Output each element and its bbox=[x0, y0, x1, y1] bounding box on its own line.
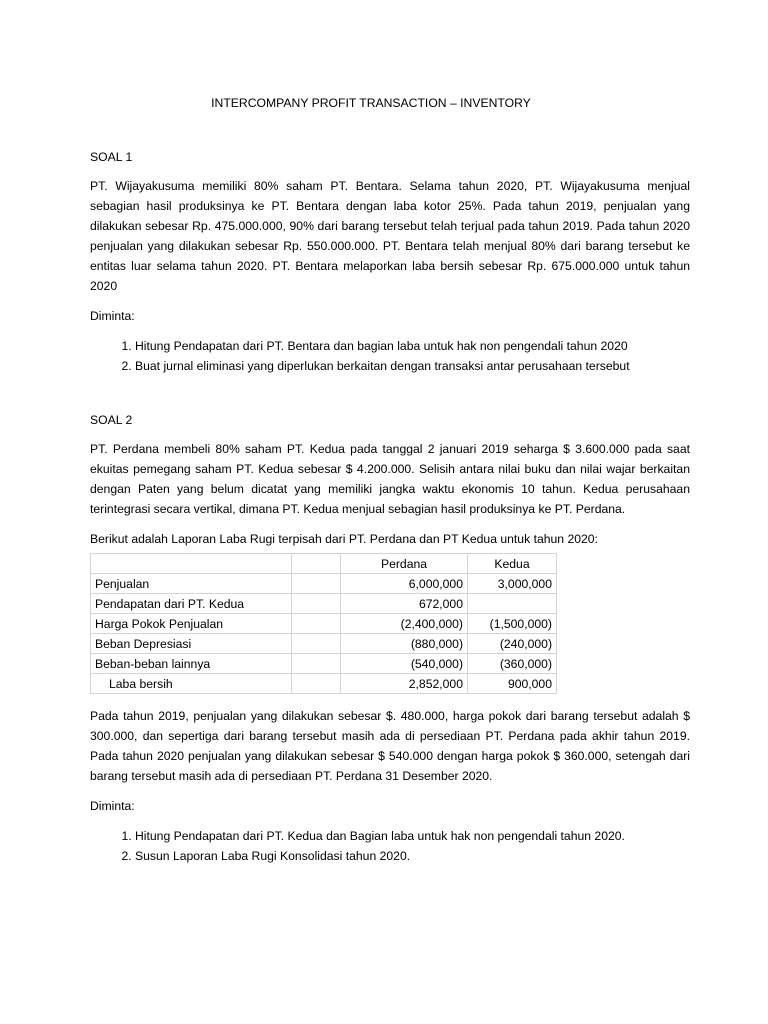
column-header-perdana: Perdana bbox=[341, 554, 468, 574]
soal2-task-list bbox=[90, 826, 690, 866]
table-row bbox=[91, 614, 557, 634]
soal2-paragraph2: Pada tahun 2019, penjualan yang dilakukan sebesar $. 480.000, harga pokok dari barang tersebut adalah $ 300.000, dan sepertiga dari barang tersebut masih ada di persediaan PT. Perdana pada akhir tahun 2019. Pada tahun 2020 penjualan yang dilakukan sebesar $ 540.000 dengan harga pokok $ 360.000, setengah dari barang tersebut masih ada di persediaan PT. Perdana 31 Desember 2020. bbox=[90, 709, 690, 783]
table-row bbox=[91, 634, 557, 654]
kedua-value: (240,000) bbox=[468, 634, 557, 654]
soal2-table-intro: Berikut adalah Laporan Laba Rugi terpisah dari PT. Perdana dan PT Kedua untuk tahun 2020: bbox=[90, 532, 598, 546]
soal1-task-list bbox=[90, 336, 690, 376]
soal2-task-item: 1. Hitung Pendapatan dari PT. Kedua dan Bagian laba untuk hak non pengendali tahun 2020. bbox=[135, 826, 690, 846]
column-header-kedua: Kedua bbox=[468, 554, 557, 574]
soal2-heading: SOAL 2 bbox=[90, 413, 133, 427]
soal2-task-item: 2. Susun Laporan Laba Rugi Konsolidasi tahun 2020. bbox=[135, 846, 690, 866]
kedua-value: 3,000,000 bbox=[468, 574, 557, 594]
section-spacer bbox=[90, 386, 690, 410]
row-label: Pendapatan dari PT. Kedua bbox=[91, 594, 292, 614]
perdana-value: (540,000) bbox=[341, 654, 468, 674]
row-label: Laba bersih bbox=[91, 674, 292, 694]
kedua-value: (1,500,000) bbox=[468, 614, 557, 634]
table-row bbox=[91, 654, 557, 674]
table-row bbox=[91, 574, 557, 594]
table-cell bbox=[292, 574, 341, 594]
kedua-value: (360,000) bbox=[468, 654, 557, 674]
table-row bbox=[91, 594, 557, 614]
perdana-value: (880,000) bbox=[341, 634, 468, 654]
soal1-task-item: 1. Hitung Pendapatan dari PT. Bentara dan bagian laba untuk hak non pengendali tahun 2020 bbox=[135, 336, 690, 356]
table-cell bbox=[292, 674, 341, 694]
perdana-value: 672,000 bbox=[341, 594, 468, 614]
soal1-task-item: 2. Buat jurnal eliminasi yang diperlukan berkaitan dengan transaksi antar perusahaan tersebut bbox=[135, 356, 690, 376]
perdana-value: 2,852,000 bbox=[341, 674, 468, 694]
table-cell bbox=[292, 554, 341, 574]
document-title: INTERCOMPANY PROFIT TRANSACTION – INVENTORY bbox=[211, 96, 531, 110]
income-statement-table bbox=[90, 553, 557, 694]
table-row-total bbox=[91, 674, 557, 694]
table-header-row bbox=[91, 554, 557, 574]
row-label: Penjualan bbox=[91, 574, 292, 594]
soal1-heading: SOAL 1 bbox=[90, 150, 133, 164]
kedua-value bbox=[468, 594, 557, 614]
soal2-diminta: Diminta: bbox=[90, 799, 135, 813]
soal1-diminta: Diminta: bbox=[90, 309, 135, 323]
table-cell bbox=[91, 554, 292, 574]
table-cell bbox=[292, 614, 341, 634]
row-label: Beban-beban lainnya bbox=[91, 654, 292, 674]
table-cell bbox=[292, 634, 341, 654]
kedua-value: 900,000 bbox=[468, 674, 557, 694]
perdana-value: (2,400,000) bbox=[341, 614, 468, 634]
soal2-paragraph1: PT. Perdana membeli 80% saham PT. Kedua pada tanggal 2 januari 2019 seharga $ 3.600.000 pada saat ekuitas pemegang saham PT. Kedua sebesar $ 4.200.000. Selisih antara nilai buku dan nilai wajar berkaitan dengan Paten yang belum dicatat yang memiliki jangka waktu ekonomis 10 tahun. Kedua perusahaan terintegrasi secara vertikal, dimana PT. Kedua menjual sebagian hasil produksinya ke PT. Perdana. bbox=[90, 442, 690, 516]
table-cell bbox=[292, 654, 341, 674]
table-cell bbox=[292, 594, 341, 614]
document-content bbox=[90, 93, 690, 876]
soal1-paragraph: PT. Wijayakusuma memiliki 80% saham PT. Bentara. Selama tahun 2020, PT. Wijayakusuma menjual sebagian hasil produksinya ke PT. Bentara dengan laba kotor 25%. Pada tahun 2019, penjualan yang dilakukan sebesar Rp. 475.000.000, 90% dari barang tersebut telah terjual pada tahun 2019. Pada tahun 2020 penjualan yang dilakukan sebesar Rp. 550.000.000. PT. Bentara telah menjual 80% dari barang tersebut ke entitas luar selama tahun 2020. PT. Bentara melaporkan laba bersih sebesar Rp. 675.000.000 untuk tahun 2020 bbox=[90, 179, 690, 293]
row-label: Beban Depresiasi bbox=[91, 634, 292, 654]
perdana-value: 6,000,000 bbox=[341, 574, 468, 594]
row-label: Harga Pokok Penjualan bbox=[91, 614, 292, 634]
